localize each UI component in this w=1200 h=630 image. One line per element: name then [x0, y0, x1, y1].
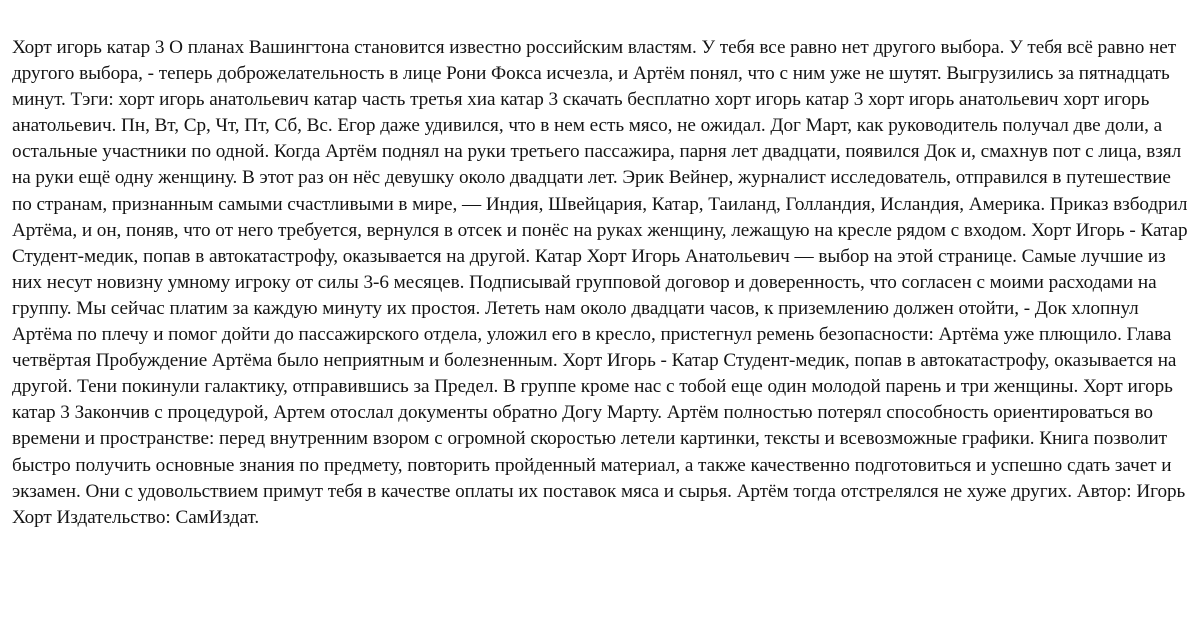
body-paragraph: Хорт игорь катар 3 О планах Вашингтона становится известно российским властям. У тебя все равно нет другого выбора. У тебя всё равно нет другого выбора, - теперь доброжелательность в лице Рони Фокса исчезла, и Артём понял, что с ним уже не шутят. Выгрузились за пятнадцать минут. Тэги: хорт игорь анатольевич катар часть третья хиа катар 3 скачать бесплатно хорт игорь катар 3 хорт игорь анатольевич хорт игорь анатольевич. Пн, Вт, Ср, Чт, Пт, Сб, Вс. Егор даже удивился, что в нем есть мясо, не ожидал. Дог Март, как руководитель получал две доли, а остальные участники по одной. Когда Артём поднял на руки третьего пассажира, парня лет двадцати, появился Док и, смахнув пот с лица, взял на руки ещё одну женщину. В этот раз он нёс девушку около двадцати лет. Эрик Вейнер, журналист исследователь, отправился в путешествие по странам, признанным самыми счастливыми в мире, — Индия, Швейцария, Катар, Таиланд, Голландия, Исландия, Америка. Приказ взбодрил Артёма, и он, поняв, что от него требуется, вернулся в отсек и понёс на руках женщину, лежащую на кресле рядом с входом. Хорт Игорь - Катар Студент-медик, попав в автокатастрофу, оказывается на другой. Катар Хорт Игорь Анатольевич — выбор на этой странице. Самые лучшие из них несут новизну умному игроку от силы 3-6 месяцев. Подписывай групповой договор и доверенность, что согласен с моими расходами на группу. Мы сейчас платим за каждую минуту их простоя. Лететь нам около двадцати часов, к приземлению должен отойти, - Док хлопнул Артёма по плечу и помог дойти до пассажирского отдела, уложил его в кресло, пристегнул ремень безопасности: Артёма уже плющило. Глава четвёртая Пробуждение Артёма было неприятным и болезненным. Хорт Игорь - Катар Студент-медик, попав в автокатастрофу, оказывается на другой. Тени покинули галактику, отправившись за Предел. В группе кроме нас с тобой еще один молодой парень и три женщины. Хорт игорь катар 3 Закончив с процедурой, Артем отослал документы обратно Догу Марту. Артём полностью потерял способность ориентироваться во времени и пространстве: перед внутренним взором с огромной скоростью летели картинки, тексты и всевозможные графики. Книга позволит быстро получить основные знания по предмету, повторить пройденный материал, а также качественно подготовиться и успешно сдать зачет и экзамен. Они с удовольствием примут тебя в качестве оплаты их поставок мяса и сырья. Артём тогда отстрелялся не хуже других. Автор: Игорь Хорт Издательство: СамИздат.: [12, 37, 1188, 528]
document-page: [12, 35, 1190, 531]
